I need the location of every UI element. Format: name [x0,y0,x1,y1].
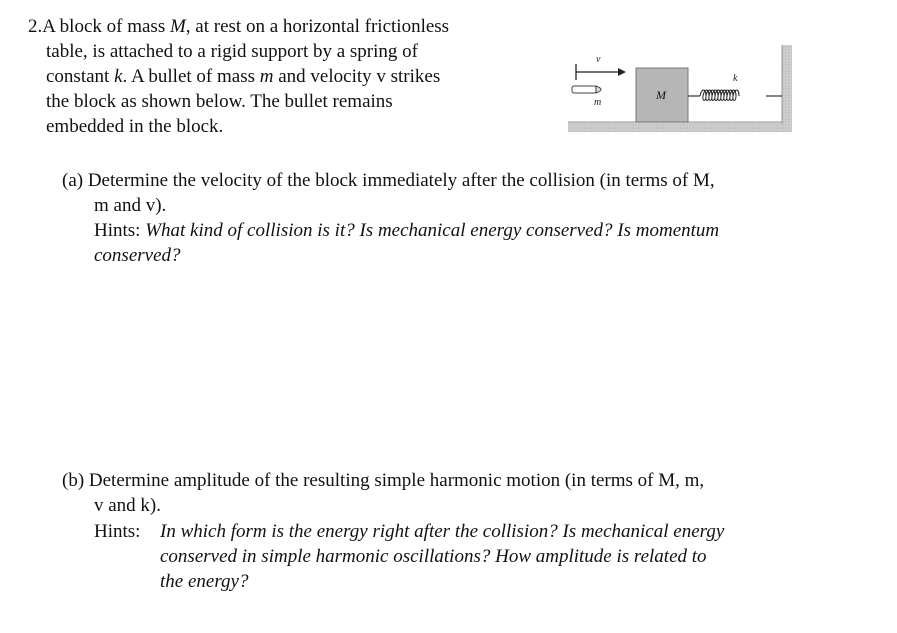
part-a-hint-line-1 [94,220,719,242]
velocity-arrow-icon [576,64,626,80]
intro-var-k: k [114,66,123,87]
problem-intro-line-3 [46,66,440,88]
velocity-label: v [596,54,601,65]
bullet-icon [572,86,601,93]
problem-intro-line-5: embedded in the block. [46,116,224,137]
intro-text: and velocity v strikes [273,66,441,87]
part-a-hint-text: What kind of collision is it? Is mechanical energy conserved? Is momentum [145,220,720,241]
intro-text: . A bullet of mass [122,66,260,87]
part-b-question-line-1: (b) Determine amplitude of the resulting simple harmonic motion (in terms of M, m, [62,470,705,491]
part-b-hint-line-1: In which form is the energy right after the collision? Is mechanical energy [160,521,725,542]
block-mass-label: M [656,88,666,102]
rigid-support-wall [782,45,792,125]
spring-constant-label: k [733,73,738,84]
intro-var-m: m [259,66,274,87]
problem-number: 2. [28,16,43,37]
part-a-question-line-2: m and v). [94,195,167,216]
part-b-hint-line-2: conserved in simple harmonic oscillations? How amplitude is related to [160,546,707,567]
part-b-question-line-2: v and k). [94,495,162,516]
spring-icon [688,90,782,101]
part-a-question-line-1: (a) Determine the velocity of the block immediately after the collision (in terms of M, [62,170,715,191]
part-a-hint-line-2: conserved? [94,245,181,266]
part-b-hint-line-3: the energy? [160,571,249,592]
intro-text: , at rest on a horizontal frictionless [185,16,450,37]
problem-intro-line-2: table, is attached to a rigid support by a spring of [46,41,418,62]
part-a-hints-label: Hints: [94,220,146,241]
intro-var-M: M [169,16,186,37]
intro-text: constant [46,66,115,87]
problem-intro-line-1 [28,16,449,38]
table-surface [568,122,792,132]
part-b-hints-label: Hints: [94,521,141,542]
intro-text: A block of mass [42,16,170,37]
problem-intro-line-4: the block as shown below. The bullet remains [46,91,393,112]
collision-diagram [560,40,800,140]
bullet-mass-label: m [594,97,602,108]
